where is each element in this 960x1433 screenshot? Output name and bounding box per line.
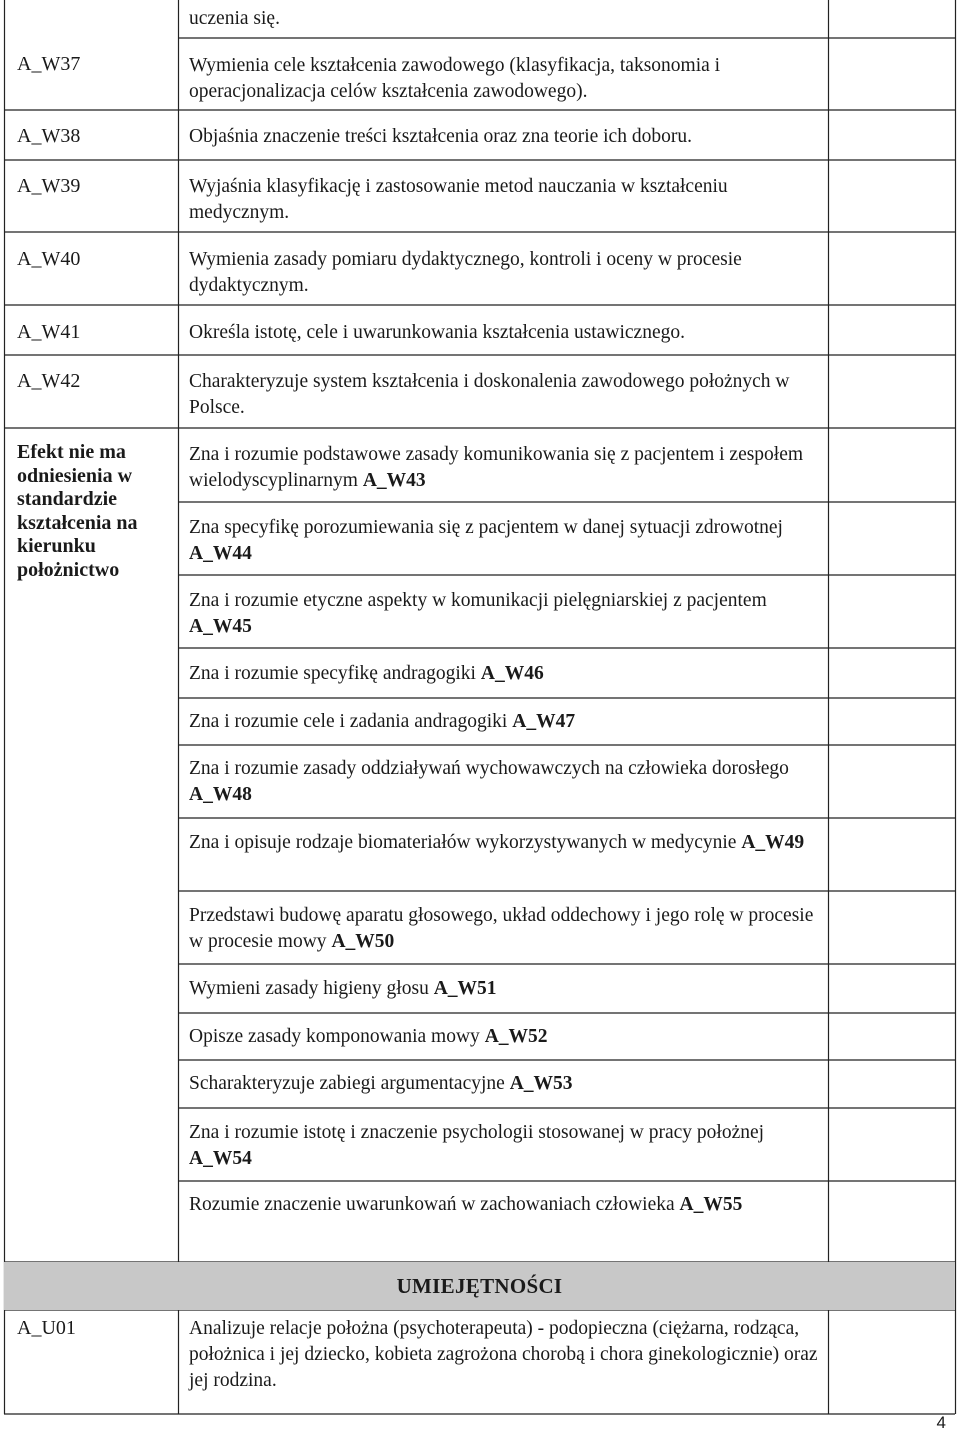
effect-a-w52: Opisze zasady komponowania mowy A_W52 <box>189 1026 548 1047</box>
code-a-u01: A_U01 <box>17 1317 76 1339</box>
effect-a-w48: Zna i rozumie zasady oddziaływań wychowawczych na człowieka dorosłego A_W48 <box>189 758 789 805</box>
code-a-w41: A_W41 <box>17 321 81 343</box>
effect-text-a-w41: Określa istotę, cele i uwarunkowania kształcenia ustawicznego. <box>189 322 685 343</box>
effect-a-w43: Zna i rozumie podstawowe zasady komunikowania się z pacjentem i zespołem wielodyscyplinarnym A_W43 <box>189 444 804 491</box>
no-reference-label: Efekt nie ma odniesienia w standardzie kształcenia na kierunku położnictwo <box>17 441 138 581</box>
effect-a-w49: Zna i opisuje rodzaje biomateriałów wykorzystywanych w medycynie A_W49 <box>189 832 805 853</box>
effect-text-a-w39: Wyjaśnia klasyfikację i zastosowanie metod nauczania w kształceniu medycznym. <box>189 176 728 223</box>
effect-text-a-w42: Charakteryzuje system kształcenia i doskonalenia zawodowego położnych w Polsce. <box>189 371 790 418</box>
skill-text-a-u01: Analizuje relacje położna (psychoterapeuta) - podopieczna (ciężarna, rodząca, położnica i jej dziecko, kobieta zagrożona chorobą i chora ginekologicznie) oraz jej rodzina. <box>189 1318 818 1391</box>
page-number: 4 <box>936 1413 946 1432</box>
code-a-w37: A_W37 <box>17 53 81 75</box>
effect-a-w44: Zna specyfikę porozumiewania się z pacjentem w danej sytuacji zdrowotnej A_W44 <box>189 517 783 564</box>
code-a-w38: A_W38 <box>17 125 81 147</box>
code-a-w40: A_W40 <box>17 248 81 270</box>
code-a-w42: A_W42 <box>17 370 81 392</box>
effect-a-w55: Rozumie znaczenie uwarunkowań w zachowaniach człowieka A_W55 <box>189 1194 743 1215</box>
effect-a-w50: Przedstawi budowę aparatu głosowego, układ oddechowy i jego rolę w procesie w procesie mowy A_W50 <box>189 905 814 952</box>
effect-text-a-w38: Objaśnia znaczenie treści kształcenia oraz zna teorie ich doboru. <box>189 126 692 147</box>
effect-a-w45: Zna i rozumie etyczne aspekty w komunikacji pielęgniarskiej z pacjentem A_W45 <box>189 590 767 637</box>
effect-a-w46: Zna i rozumie specyfikę andragogiki A_W46 <box>189 663 544 684</box>
continuation-text: uczenia się. <box>189 8 280 29</box>
effect-text-a-w40: Wymienia zasady pomiaru dydaktycznego, kontroli i oceny w procesie dydaktycznym. <box>189 249 742 296</box>
code-a-w39: A_W39 <box>17 175 81 197</box>
effect-a-w53: Scharakteryzuje zabiegi argumentacyjne A_W53 <box>189 1073 573 1094</box>
section-header-skills: UMIEJĘTNOŚCI <box>4 1262 955 1310</box>
effect-a-w47: Zna i rozumie cele i zadania andragogiki A_W47 <box>189 711 576 732</box>
effect-a-w51: Wymieni zasady higieny głosu A_W51 <box>189 978 497 999</box>
effect-a-w54: Zna i rozumie istotę i znaczenie psychologii stosowanej w pracy położnej A_W54 <box>189 1122 765 1169</box>
effect-text-a-w37: Wymienia cele kształcenia zawodowego (klasyfikacja, taksonomia i operacjonalizacja celów kształcenia zawodowego). <box>189 55 721 102</box>
